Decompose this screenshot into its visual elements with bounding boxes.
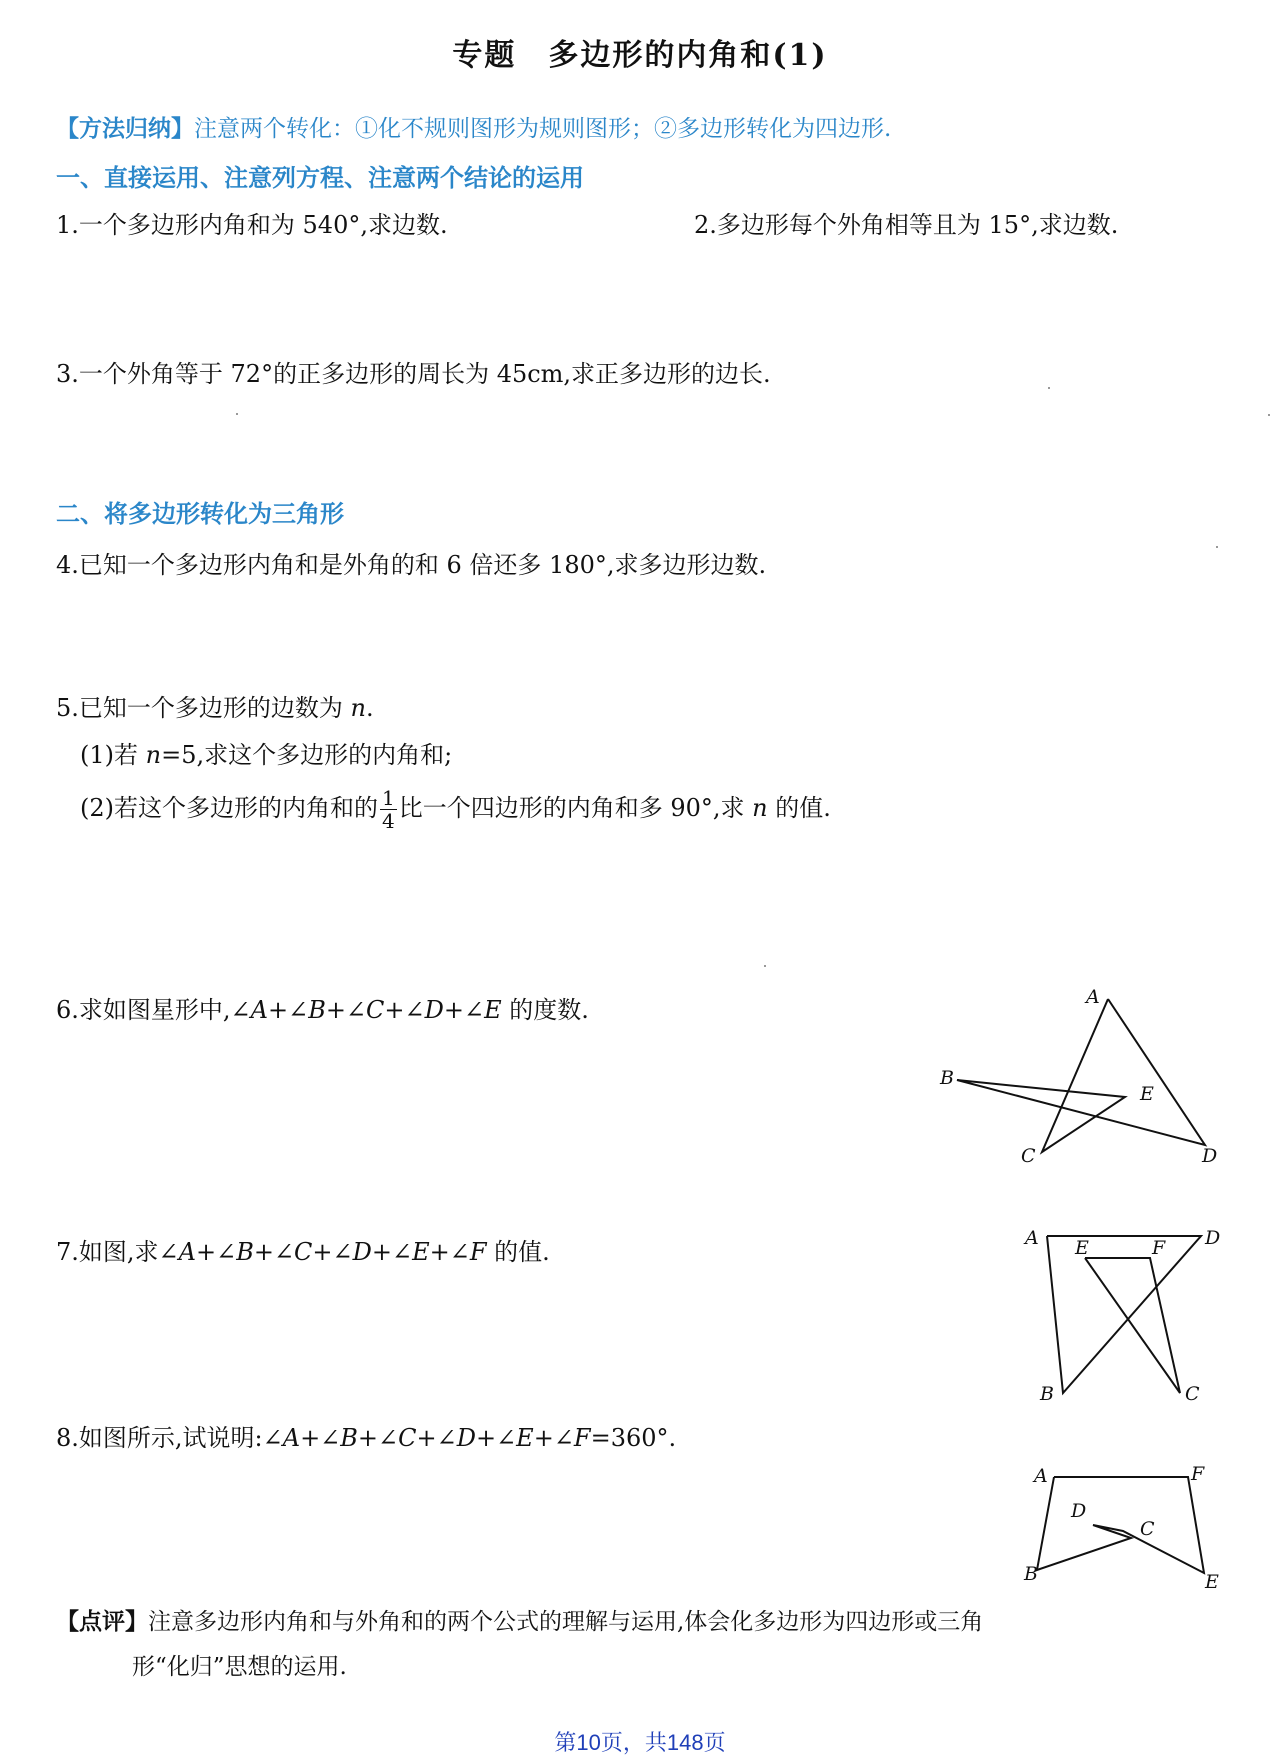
question-8 — [56, 1418, 676, 1453]
question-5-part-1 — [80, 735, 452, 770]
label-f: F — [1191, 1463, 1205, 1485]
method-summary — [56, 110, 891, 143]
q8-prefix: 8.如图所示,试说明: — [56, 1424, 263, 1452]
remark — [56, 1603, 983, 1636]
q7-suffix: 的值. — [494, 1238, 550, 1266]
remark-line-1: 注意多边形内角和与外角和的两个公式的理解与运用,体会化多边形为四边形或三角 — [148, 1609, 984, 1635]
q8-expression: ∠A+∠B+∠C+∠D+∠E+∠F — [262, 1424, 591, 1452]
q7-prefix: 7.如图,求 — [56, 1238, 159, 1266]
page-footer: 第10页，共148页 — [554, 1730, 726, 1755]
remark-line-2: 形“化归”思想的运用. — [132, 1654, 347, 1680]
q5-p2-var: n — [752, 794, 768, 822]
label-e: E — [1205, 1571, 1219, 1593]
q5-p2-b: 比一个四边形的内角和多 90°,求 — [398, 794, 745, 822]
label-e: E — [1075, 1237, 1089, 1259]
remark-tag: 【点评】 — [56, 1608, 148, 1635]
outline-a-f-e-c-d-b — [1037, 1477, 1204, 1573]
label-a: A — [1086, 986, 1100, 1008]
label-e: E — [1140, 1083, 1154, 1105]
method-text: 注意两个转化：①化不规则图形为规则图形；②多边形转化为四边形. — [194, 116, 892, 142]
label-c: C — [1140, 1518, 1155, 1540]
method-tag: 【方法归纳】 — [56, 115, 194, 142]
question-1: 1.一个多边形内角和为 540°,求边数. — [56, 211, 448, 239]
q5-p1-a: (1)若 — [80, 741, 138, 769]
section-heading-1: 一、直接运用、注意列方程、注意两个结论的运用 — [56, 163, 584, 192]
fraction-one-quarter — [380, 787, 397, 832]
figure-crossed-triangles — [1015, 1220, 1225, 1405]
q5-var-n: n — [350, 694, 367, 722]
question-4: 4.已知一个多边形内角和是外角的和 6 倍还多 180°,求多边形边数. — [56, 551, 767, 579]
q5-stem-end: . — [366, 694, 374, 722]
q6-prefix: 6.求如图星形中, — [56, 996, 231, 1024]
label-d: D — [1071, 1500, 1087, 1522]
label-d: D — [1205, 1227, 1221, 1249]
q5-p2-a: (2)若这个多边形的内角和的 — [80, 794, 378, 822]
q5-p1-b: =5,求这个多边形的内角和; — [161, 741, 453, 769]
section-heading-2: 二、将多边形转化为三角形 — [56, 499, 344, 528]
question-3: 3.一个外角等于 72°的正多边形的周长为 45cm,求正多边形的边长. — [56, 360, 771, 388]
scan-speck — [1216, 546, 1218, 548]
q7-expression: ∠A+∠B+∠C+∠D+∠E+∠F — [158, 1238, 487, 1266]
scan-speck — [236, 413, 238, 415]
question-5-part-2 — [80, 787, 831, 832]
question-2: 2.多边形每个外角相等且为 15°,求边数. — [694, 211, 1119, 239]
label-a: A — [1034, 1465, 1048, 1487]
label-b: B — [940, 1067, 954, 1089]
label-d: D — [1202, 1145, 1218, 1167]
scan-speck — [1268, 414, 1270, 416]
scan-speck — [1048, 387, 1050, 389]
q8-suffix: =360°. — [590, 1424, 677, 1452]
page-title: 专题 多边形的内角和(1) — [452, 38, 828, 73]
figure-bow-shape — [1010, 1462, 1230, 1592]
label-a: A — [1025, 1227, 1039, 1249]
shape-e-c-f — [1085, 1258, 1180, 1393]
question-7 — [56, 1232, 550, 1267]
q5-stem-text: 5.已知一个多边形的边数为 — [56, 694, 343, 722]
label-c: C — [1021, 1145, 1036, 1167]
question-6 — [56, 990, 589, 1025]
fraction-numerator: 1 — [382, 786, 395, 810]
label-f: F — [1152, 1237, 1166, 1259]
q5-p2-c: 的值. — [775, 794, 831, 822]
q5-p1-var: n — [145, 741, 162, 769]
star-outline — [957, 999, 1205, 1152]
scan-speck — [764, 965, 766, 967]
label-c: C — [1185, 1383, 1200, 1405]
q6-expression: ∠A+∠B+∠C+∠D+∠E — [230, 996, 502, 1024]
q6-suffix: 的度数. — [509, 996, 589, 1024]
figure-star — [940, 985, 1220, 1170]
label-b: B — [1040, 1383, 1054, 1405]
fraction-denominator: 4 — [382, 809, 395, 833]
label-b: B — [1024, 1563, 1038, 1585]
question-5-stem — [56, 688, 374, 723]
